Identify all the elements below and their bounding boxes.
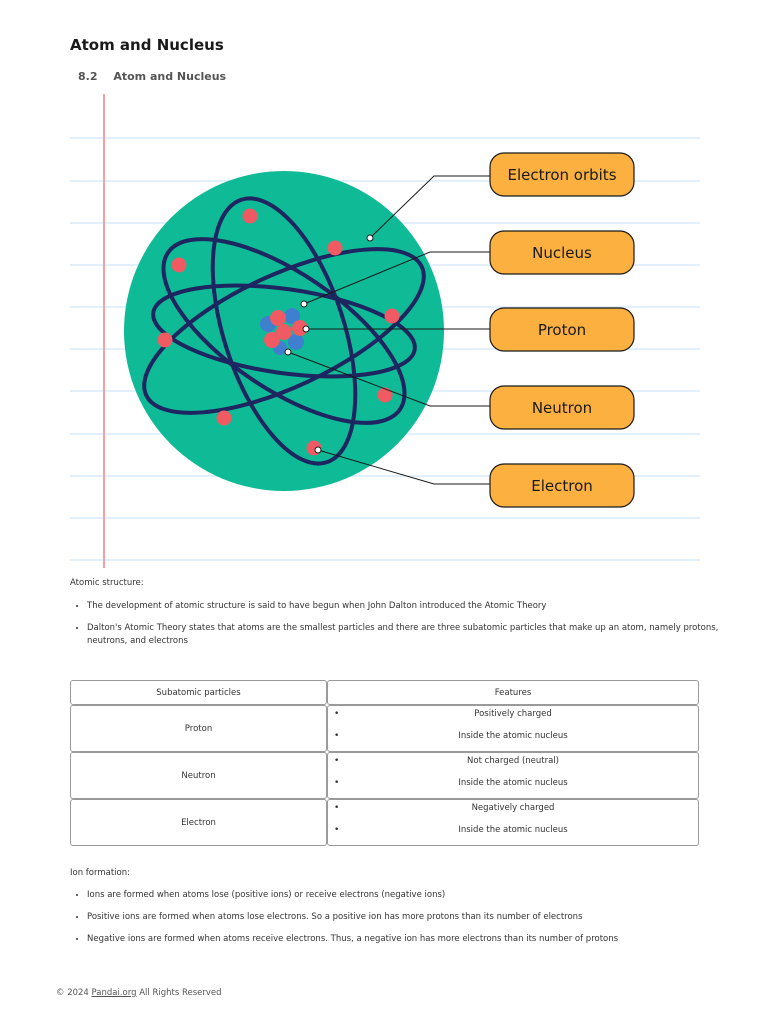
feature-item: • Negatively charged bbox=[328, 801, 698, 823]
section-title: Atom and Nucleus bbox=[113, 70, 227, 83]
label-proton bbox=[490, 308, 634, 351]
label-electron-text: Electron bbox=[531, 477, 593, 495]
particle-features bbox=[327, 705, 699, 752]
ion-formation-list bbox=[70, 889, 727, 955]
feature-item: • Inside the atomic nucleus bbox=[328, 776, 698, 798]
list-item: • Dalton's Atomic Theory states that atoms are the smallest particles and there are three subatomic particles that make up an atom, namely protons, neutrons, and electrons bbox=[87, 622, 727, 648]
footer-copyright: © 2024 bbox=[56, 988, 89, 998]
label-electron bbox=[490, 464, 634, 507]
table-header: Subatomic particles bbox=[70, 680, 327, 705]
label-neutron bbox=[490, 386, 634, 429]
ion-formation-label: Ion formation: bbox=[70, 868, 130, 878]
subatomic-table bbox=[70, 680, 699, 846]
label-nucleus-text: Nucleus bbox=[532, 244, 592, 262]
footer bbox=[56, 988, 222, 998]
footer-link[interactable]: Pandai.org bbox=[91, 988, 137, 998]
feature-item: • Positively charged bbox=[328, 707, 698, 729]
table-row bbox=[70, 705, 699, 752]
feature-item: • Inside the atomic nucleus bbox=[328, 823, 698, 845]
particle-name: Neutron bbox=[70, 752, 327, 799]
page-title: Atom and Nucleus bbox=[70, 36, 224, 54]
list-item: • Ions are formed when atoms lose (positive ions) or receive electrons (negative ions) bbox=[87, 889, 727, 902]
particle-features bbox=[327, 752, 699, 799]
atomic-structure-list bbox=[70, 600, 727, 657]
particle-name: Electron bbox=[70, 799, 327, 846]
feature-item: • Not charged (neutral) bbox=[328, 754, 698, 776]
label-neutron-text: Neutron bbox=[531, 399, 593, 417]
table-header-row bbox=[70, 680, 699, 705]
label-proton-text: Proton bbox=[537, 321, 587, 339]
atom-diagram bbox=[60, 92, 710, 572]
section-number: 8.2 bbox=[78, 70, 98, 83]
particle-features bbox=[327, 799, 699, 846]
atomic-structure-label: Atomic structure: bbox=[70, 578, 144, 588]
list-item: • The development of atomic structure is said to have begun when John Dalton introduced the Atomic Theory bbox=[87, 600, 727, 613]
feature-item: • Inside the atomic nucleus bbox=[328, 729, 698, 751]
table-header: Features bbox=[327, 680, 699, 705]
label-nucleus bbox=[490, 231, 634, 274]
label-electron-orbits bbox=[490, 153, 634, 196]
footer-rights: All Rights Reserved bbox=[139, 988, 222, 998]
particle-name: Proton bbox=[70, 705, 327, 752]
section-heading bbox=[78, 70, 226, 83]
list-item: • Negative ions are formed when atoms receive electrons. Thus, a negative ion has more electrons than its number of protons bbox=[87, 933, 727, 946]
table-row bbox=[70, 752, 699, 799]
list-item: • Positive ions are formed when atoms lose electrons. So a positive ion has more protons than its number of electrons bbox=[87, 911, 727, 924]
table-row bbox=[70, 799, 699, 846]
label-electron-orbits-text: Electron orbits bbox=[507, 166, 617, 184]
